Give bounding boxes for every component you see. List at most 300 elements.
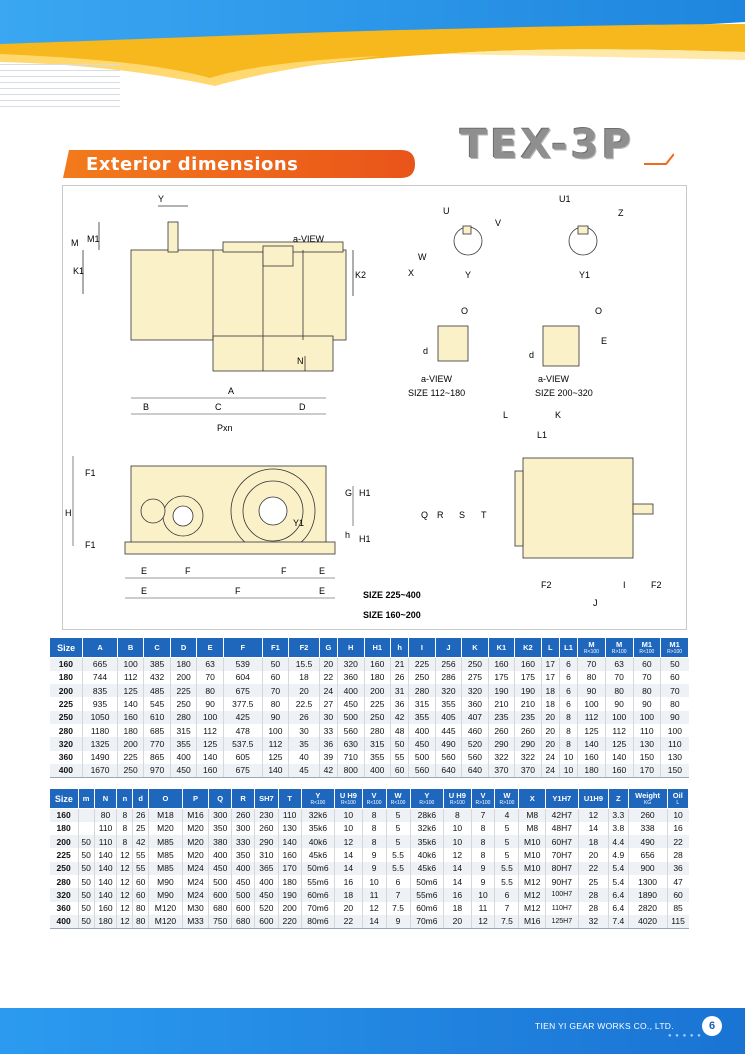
value-cell: 14 xyxy=(362,915,386,928)
value-cell: 1050 xyxy=(83,711,118,724)
value-cell: 90 xyxy=(262,711,288,724)
value-cell: 112 xyxy=(578,711,606,724)
column-header: K2 xyxy=(515,638,541,658)
value-cell: 190 xyxy=(515,684,541,697)
column-header: G xyxy=(319,638,337,658)
size-cell: 400 xyxy=(50,764,83,777)
value-cell: 7 xyxy=(386,888,410,901)
value-cell: 17 xyxy=(541,671,559,684)
value-cell: 15.5 xyxy=(289,658,320,671)
svg-text:K: K xyxy=(555,410,562,420)
value-cell: 770 xyxy=(144,737,170,750)
value-cell: 5.5 xyxy=(495,862,519,875)
value-cell: 42H7 xyxy=(545,809,578,822)
value-cell: 315 xyxy=(364,737,390,750)
value-cell: 160 xyxy=(488,658,514,671)
value-cell: 55m6 xyxy=(410,888,444,901)
value-cell: 260 xyxy=(515,724,541,737)
value-cell: 36 xyxy=(390,697,408,710)
column-header: P xyxy=(182,789,209,809)
value-cell: 8 xyxy=(444,809,471,822)
value-cell: 35k6 xyxy=(410,835,444,848)
column-header: K xyxy=(462,638,488,658)
value-cell: 39 xyxy=(319,751,337,764)
value-cell: 250 xyxy=(364,711,390,724)
value-cell: 45k6 xyxy=(410,862,444,875)
svg-text:d: d xyxy=(529,350,535,360)
value-cell: 5 xyxy=(386,809,410,822)
value-cell: 210 xyxy=(488,697,514,710)
value-cell: 60 xyxy=(133,888,149,901)
value-cell: 12 xyxy=(362,902,386,915)
value-cell: 26 xyxy=(289,711,320,724)
value-cell: 478 xyxy=(223,724,262,737)
value-cell: 8 xyxy=(559,737,577,750)
value-cell: 360 xyxy=(338,671,364,684)
value-cell: 500 xyxy=(209,875,232,888)
value-cell: M85 xyxy=(149,835,183,848)
value-cell: 70 xyxy=(578,658,606,671)
value-cell: 400 xyxy=(255,875,279,888)
value-cell: M16 xyxy=(182,809,209,822)
value-cell: 370 xyxy=(515,764,541,777)
value-cell: 235 xyxy=(488,711,514,724)
value-cell: 1490 xyxy=(83,751,118,764)
value-cell: 180 xyxy=(578,764,606,777)
value-cell: 8 xyxy=(117,809,133,822)
value-cell: 6 xyxy=(386,875,410,888)
value-cell: 445 xyxy=(435,724,461,737)
value-cell: 60 xyxy=(262,671,288,684)
value-cell: 110 xyxy=(633,724,661,737)
value-cell: 40k6 xyxy=(301,835,335,848)
svg-text:F2: F2 xyxy=(651,580,662,590)
size-cell: 360 xyxy=(50,902,79,915)
size-cell: 400 xyxy=(50,915,79,928)
value-cell: 90 xyxy=(633,697,661,710)
value-cell: M20 xyxy=(182,835,209,848)
value-cell: 355 xyxy=(170,737,196,750)
value-cell: 18 xyxy=(578,835,609,848)
value-cell: 50 xyxy=(78,862,94,875)
value-cell: 365 xyxy=(255,862,279,875)
svg-text:H1: H1 xyxy=(359,488,371,498)
value-cell: 8 xyxy=(471,835,495,848)
value-cell: 140 xyxy=(94,888,117,901)
value-cell: 60 xyxy=(633,658,661,671)
svg-text:W: W xyxy=(418,252,427,262)
column-header: O xyxy=(149,789,183,809)
value-cell: 110 xyxy=(94,835,117,848)
svg-text:M1: M1 xyxy=(87,234,100,244)
value-cell: 12 xyxy=(117,915,133,928)
column-header: A xyxy=(83,638,118,658)
column-header: E xyxy=(197,638,223,658)
value-cell: 175 xyxy=(515,671,541,684)
value-cell: 450 xyxy=(409,737,435,750)
value-cell: 27 xyxy=(319,697,337,710)
value-cell: 140 xyxy=(94,862,117,875)
value-cell: M12 xyxy=(519,888,546,901)
value-cell: M20 xyxy=(182,822,209,835)
value-cell: 520 xyxy=(255,902,279,915)
value-cell: 320 xyxy=(435,684,461,697)
value-cell: 20 xyxy=(289,684,320,697)
value-cell: 680 xyxy=(209,902,232,915)
value-cell: 5 xyxy=(386,822,410,835)
svg-text:A: A xyxy=(228,386,235,396)
value-cell: 60 xyxy=(390,764,408,777)
decorative-dots: ● ● ● ● ● xyxy=(668,1033,702,1039)
value-cell: 377.5 xyxy=(223,697,262,710)
value-cell: 112 xyxy=(262,737,288,750)
value-cell: 490 xyxy=(628,835,667,848)
page-number: 6 xyxy=(702,1016,722,1036)
svg-text:N: N xyxy=(297,356,304,366)
value-cell: 5 xyxy=(495,835,519,848)
dimensions-table-1 xyxy=(49,637,689,778)
value-cell: 150 xyxy=(633,751,661,764)
column-header: U H9 R>100 xyxy=(444,789,471,809)
value-cell: 640 xyxy=(462,764,488,777)
value-cell: 8 xyxy=(362,835,386,848)
column-header: U1H9 xyxy=(578,789,609,809)
value-cell: M120 xyxy=(149,915,183,928)
table-row xyxy=(50,684,689,697)
value-cell: M24 xyxy=(182,875,209,888)
value-cell: 4 xyxy=(495,809,519,822)
column-header: L xyxy=(541,638,559,658)
column-header: F xyxy=(223,638,262,658)
value-cell: 12 xyxy=(117,888,133,901)
value-cell: 20 xyxy=(541,724,559,737)
value-cell: 32k6 xyxy=(410,822,444,835)
column-header: Z xyxy=(609,789,628,809)
value-cell: 22 xyxy=(667,835,688,848)
value-cell: 12 xyxy=(117,875,133,888)
value-cell: 24 xyxy=(541,751,559,764)
value-cell: 355 xyxy=(364,751,390,764)
value-cell: 400 xyxy=(209,848,232,861)
value-cell: 20 xyxy=(335,902,362,915)
value-cell: 260 xyxy=(628,809,667,822)
value-cell: 100 xyxy=(117,658,143,671)
size-cell: 200 xyxy=(50,684,83,697)
column-header: M1 R>100 xyxy=(661,638,689,658)
value-cell: 28 xyxy=(667,848,688,861)
value-cell: 680 xyxy=(232,915,255,928)
decorative-lines xyxy=(0,64,120,114)
column-header: V R>100 xyxy=(471,789,495,809)
table-row xyxy=(50,697,689,710)
value-cell: 90H7 xyxy=(545,875,578,888)
svg-text:Q: Q xyxy=(421,510,429,520)
svg-text:F2: F2 xyxy=(541,580,552,590)
column-header: M R>100 xyxy=(605,638,633,658)
value-cell: 160 xyxy=(94,902,117,915)
value-cell: 300 xyxy=(232,822,255,835)
size-cell: 225 xyxy=(50,697,83,710)
value-cell: 12 xyxy=(117,862,133,875)
value-cell: 250 xyxy=(409,671,435,684)
value-cell: 80 xyxy=(94,809,117,822)
value-cell: 112 xyxy=(197,724,223,737)
value-cell: 656 xyxy=(628,848,667,861)
value-cell: 100 xyxy=(262,724,288,737)
value-cell: 18 xyxy=(444,902,471,915)
value-cell: M90 xyxy=(149,888,183,901)
value-cell: 80H7 xyxy=(545,862,578,875)
value-cell: 25 xyxy=(133,822,149,835)
value-cell: M8 xyxy=(519,809,546,822)
value-cell: 42 xyxy=(133,835,149,848)
value-cell: 130 xyxy=(633,737,661,750)
value-cell: 320 xyxy=(462,684,488,697)
svg-text:J: J xyxy=(593,598,598,608)
table-row xyxy=(50,915,689,928)
value-cell: 640 xyxy=(435,764,461,777)
value-cell: 605 xyxy=(223,751,262,764)
value-cell: 180 xyxy=(170,658,196,671)
value-cell: 9 xyxy=(362,848,386,861)
svg-text:U: U xyxy=(443,206,450,216)
value-cell: 450 xyxy=(170,764,196,777)
value-cell: 560 xyxy=(338,724,364,737)
value-cell: M30 xyxy=(182,902,209,915)
svg-text:T: T xyxy=(481,510,487,520)
size-cell: 180 xyxy=(50,822,79,835)
column-header: N xyxy=(94,789,117,809)
value-cell: 500 xyxy=(232,888,255,901)
value-cell: 432 xyxy=(144,671,170,684)
value-cell: 50 xyxy=(78,835,94,848)
value-cell: 130 xyxy=(278,822,301,835)
table-row xyxy=(50,809,689,822)
value-cell: 45k6 xyxy=(301,848,335,861)
size-cell: 225 xyxy=(50,848,79,861)
value-cell: 32k6 xyxy=(301,809,335,822)
column-header: D xyxy=(170,638,196,658)
value-cell: 100 xyxy=(605,711,633,724)
value-cell: 20 xyxy=(578,848,609,861)
size-small-label: SIZE 112~180 xyxy=(408,388,466,398)
size-160-200-label: SIZE 160~200 xyxy=(363,610,421,620)
value-cell: 355 xyxy=(409,711,435,724)
value-cell: 60m6 xyxy=(301,888,335,901)
value-cell: 33 xyxy=(319,724,337,737)
pxn-label: Pxn xyxy=(217,423,233,433)
column-header: m xyxy=(78,789,94,809)
value-cell: 3.3 xyxy=(609,809,628,822)
value-cell: 14 xyxy=(444,862,471,875)
size-cell: 250 xyxy=(50,862,79,875)
column-header: Y R<100 xyxy=(301,789,335,809)
value-cell: 835 xyxy=(83,684,118,697)
value-cell: 20 xyxy=(444,915,471,928)
size-cell: 280 xyxy=(50,724,83,737)
value-cell: 160 xyxy=(364,658,390,671)
svg-text:Y: Y xyxy=(158,194,165,204)
table-row xyxy=(50,711,689,724)
value-cell: 10 xyxy=(335,809,362,822)
value-cell: 405 xyxy=(435,711,461,724)
value-cell: 490 xyxy=(435,737,461,750)
value-cell: 150 xyxy=(661,764,689,777)
value-cell: 160 xyxy=(578,751,606,764)
value-cell: 70H7 xyxy=(545,848,578,861)
svg-text:Z: Z xyxy=(618,208,624,218)
value-cell: 125 xyxy=(605,737,633,750)
value-cell: 5.4 xyxy=(609,862,628,875)
value-cell: 140 xyxy=(262,764,288,777)
value-cell: 8 xyxy=(471,822,495,835)
value-cell: 256 xyxy=(435,658,461,671)
exterior-dimensions-drawing xyxy=(62,185,687,630)
section-title: Exterior dimensions xyxy=(86,154,299,175)
value-cell: M16 xyxy=(519,915,546,928)
value-cell: 9 xyxy=(386,915,410,928)
value-cell: 235 xyxy=(515,711,541,724)
value-cell: 140 xyxy=(117,697,143,710)
value-cell: 675 xyxy=(223,764,262,777)
value-cell: 5 xyxy=(386,835,410,848)
value-cell: 16 xyxy=(335,875,362,888)
svg-text:F: F xyxy=(281,566,287,576)
value-cell: M12 xyxy=(519,902,546,915)
value-cell: 10 xyxy=(471,888,495,901)
column-header: T xyxy=(278,789,301,809)
value-cell: 310 xyxy=(255,848,279,861)
value-cell: 24 xyxy=(319,684,337,697)
value-cell xyxy=(78,809,94,822)
column-header: F1 xyxy=(262,638,288,658)
value-cell: 970 xyxy=(144,764,170,777)
column-header: V R<100 xyxy=(362,789,386,809)
value-cell: 20 xyxy=(319,658,337,671)
value-cell: 4.4 xyxy=(609,835,628,848)
value-cell: 160 xyxy=(278,848,301,861)
table-row xyxy=(50,822,689,835)
value-cell: 6 xyxy=(559,671,577,684)
value-cell: 322 xyxy=(515,751,541,764)
column-header: SH7 xyxy=(255,789,279,809)
value-cell: 322 xyxy=(488,751,514,764)
column-header: R xyxy=(232,789,255,809)
value-cell: 537.5 xyxy=(223,737,262,750)
value-cell: 8 xyxy=(362,809,386,822)
value-cell: M12 xyxy=(519,875,546,888)
column-header: n xyxy=(117,789,133,809)
company-name: TIEN YI GEAR WORKS CO., LTD. xyxy=(535,1021,674,1031)
value-cell: 112 xyxy=(605,724,633,737)
value-cell: 130 xyxy=(661,751,689,764)
value-cell: 338 xyxy=(628,822,667,835)
value-cell: 8 xyxy=(471,848,495,861)
svg-text:S: S xyxy=(459,510,466,520)
value-cell: 900 xyxy=(628,862,667,875)
value-cell: 1300 xyxy=(628,875,667,888)
value-cell: 125 xyxy=(262,751,288,764)
value-cell: 7.5 xyxy=(495,915,519,928)
value-cell: 9 xyxy=(471,862,495,875)
value-cell: 140 xyxy=(94,875,117,888)
value-cell: 26 xyxy=(133,809,149,822)
svg-text:E: E xyxy=(141,586,148,596)
value-cell: 4020 xyxy=(628,915,667,928)
size-cell: 360 xyxy=(50,751,83,764)
column-header: Q xyxy=(209,789,232,809)
svg-text:E: E xyxy=(601,336,608,346)
value-cell: 16 xyxy=(444,888,471,901)
size-cell: 280 xyxy=(50,875,79,888)
size-cell: 320 xyxy=(50,737,83,750)
value-cell: 1325 xyxy=(83,737,118,750)
value-cell: 280 xyxy=(170,711,196,724)
value-cell: 14 xyxy=(335,862,362,875)
value-cell: M20 xyxy=(149,822,183,835)
value-cell: 140 xyxy=(278,835,301,848)
value-cell: 42 xyxy=(390,711,408,724)
value-cell: 260 xyxy=(232,809,255,822)
value-cell: 50 xyxy=(661,658,689,671)
value-cell: 18 xyxy=(541,684,559,697)
value-cell: 400 xyxy=(409,724,435,737)
svg-text:E: E xyxy=(319,586,326,596)
value-cell: 710 xyxy=(338,751,364,764)
table-row xyxy=(50,902,689,915)
value-cell: 250 xyxy=(462,658,488,671)
value-cell: 190 xyxy=(278,888,301,901)
svg-text:I: I xyxy=(623,580,626,590)
value-cell: 80 xyxy=(133,902,149,915)
value-cell: 160 xyxy=(605,764,633,777)
value-cell: 355 xyxy=(435,697,461,710)
value-cell: 200 xyxy=(170,671,196,684)
value-cell: 9 xyxy=(362,862,386,875)
value-cell: 385 xyxy=(144,658,170,671)
title-underline xyxy=(644,152,674,166)
value-cell: 14 xyxy=(578,822,609,835)
value-cell: 675 xyxy=(223,684,262,697)
value-cell: 5 xyxy=(495,822,519,835)
column-header: W R<100 xyxy=(386,789,410,809)
a-view-large-label: a-VIEW xyxy=(538,374,570,384)
footer-band xyxy=(0,1008,745,1054)
value-cell: 2820 xyxy=(628,902,667,915)
value-cell: 35k6 xyxy=(301,822,335,835)
value-cell: 70 xyxy=(197,671,223,684)
column-header: H1 xyxy=(364,638,390,658)
value-cell: 28k6 xyxy=(410,809,444,822)
value-cell: 14 xyxy=(335,848,362,861)
value-cell: 12 xyxy=(471,915,495,928)
value-cell: M120 xyxy=(149,902,183,915)
svg-text:R: R xyxy=(437,510,444,520)
svg-text:F1: F1 xyxy=(85,468,96,478)
svg-text:U1: U1 xyxy=(559,194,571,204)
value-cell: 5 xyxy=(495,848,519,861)
value-cell: 560 xyxy=(435,751,461,764)
value-cell: 12 xyxy=(335,835,362,848)
value-cell: 50 xyxy=(390,737,408,750)
value-cell: 110 xyxy=(661,737,689,750)
value-cell: 50m6 xyxy=(301,862,335,875)
value-cell: 225 xyxy=(170,684,196,697)
value-cell: 36 xyxy=(319,737,337,750)
value-cell: 10 xyxy=(559,764,577,777)
value-cell: 460 xyxy=(462,724,488,737)
value-cell: 8 xyxy=(559,724,577,737)
